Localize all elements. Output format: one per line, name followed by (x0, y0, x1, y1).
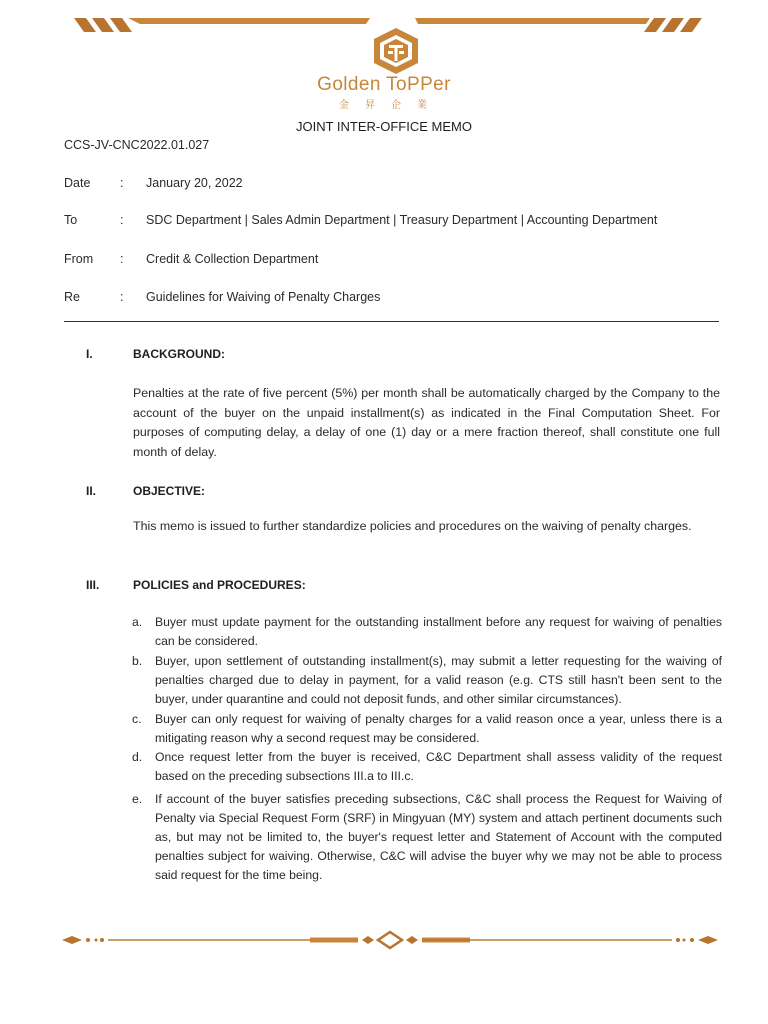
brand-name: Golden ToPPer (317, 74, 451, 95)
background-paragraph: Penalties at the rate of five percent (5%) per month shall be automatically charged by the Company to the account of the buyer on the unpaid installment(s) as indicated in the Final Computation Sheet. For purposes of computing delay, a delay of one (1) day or a mere fraction thereof, shall constitute one full month of delay. (133, 386, 720, 459)
brand-name-chinese: 金昇企業 (339, 100, 443, 111)
policy-item-e (132, 790, 722, 885)
policy-item-a (132, 613, 722, 651)
meta-value: Guidelines for Waiving of Penalty Charges (146, 290, 381, 304)
policy-item-b (132, 652, 722, 709)
meta-value: January 20, 2022 (146, 176, 243, 190)
section-title-policies: POLICIES and PROCEDURES: (133, 578, 306, 592)
policy-item-text: Buyer must update payment for the outstanding installment before any request for waiving of penalties can be considered. (155, 615, 722, 648)
meta-colon: : (120, 176, 124, 190)
policy-item-marker: d. (132, 750, 143, 764)
policy-item-marker: b. (132, 654, 143, 668)
meta-colon: : (120, 252, 124, 266)
section-number-objective: II. (86, 484, 97, 498)
meta-label: To (64, 213, 78, 227)
section-number-background: I. (86, 347, 93, 361)
policy-item-c (132, 710, 722, 748)
objective-paragraph: This memo is issued to further standardize policies and procedures on the waiving of penalty charges. (133, 519, 692, 533)
section-title-background: BACKGROUND: (133, 347, 225, 361)
policy-item-text: Buyer, upon settlement of outstanding installment(s), may submit a letter requesting for the waiving of penalties charged due to delay in payment, for a valid reason (e.g. CTS still hasn't been sent to the buyer, under quarantine and could not deposit funds, and other similar circumstances). (155, 654, 722, 706)
meta-label: Re (64, 290, 80, 304)
meta-colon: : (120, 290, 124, 304)
policy-item-marker: c. (132, 712, 142, 726)
meta-value: Credit & Collection Department (146, 252, 319, 266)
policy-item-marker: a. (132, 615, 143, 629)
meta-colon: : (120, 213, 124, 227)
policy-item-text: Once request letter from the buyer is received, C&C Department shall assess validity of the request based on the preceding subsections III.a to III.c. (155, 750, 722, 783)
policy-item-marker: e. (132, 792, 143, 806)
footer-decorative-band (60, 930, 720, 950)
memo-reference-number: CCS-JV-CNC2022.01.027 (64, 138, 210, 152)
memo-title: JOINT INTER-OFFICE MEMO (296, 119, 472, 134)
header-divider (64, 321, 719, 322)
meta-label: Date (64, 176, 91, 190)
policy-item-d (132, 748, 722, 786)
section-title-objective: OBJECTIVE: (133, 484, 206, 498)
section-number-policies: III. (86, 578, 100, 592)
golden-topper-logo-icon (368, 26, 424, 76)
meta-label: From (64, 252, 94, 266)
policy-item-text: Buyer can only request for waiving of penalty charges for a valid reason once a year, unless there is a mitigating reason why a second request may be considered. (155, 712, 722, 745)
policy-item-text: If account of the buyer satisfies preceding subsections, C&C shall process the Request for Waiving of Penalty via Special Request Form (SRF) in Mingyuan (MY) system and attach pertinent documents such as, but may not be limited to, the buyer's request letter and Statement of Account with the computed penalties subject for waiving. Otherwise, C&C will advise the buyer why we may not be able to process said request for the time being. (155, 792, 722, 882)
meta-value: SDC Department | Sales Admin Department | Treasury Department | Accounting Department (146, 213, 658, 227)
